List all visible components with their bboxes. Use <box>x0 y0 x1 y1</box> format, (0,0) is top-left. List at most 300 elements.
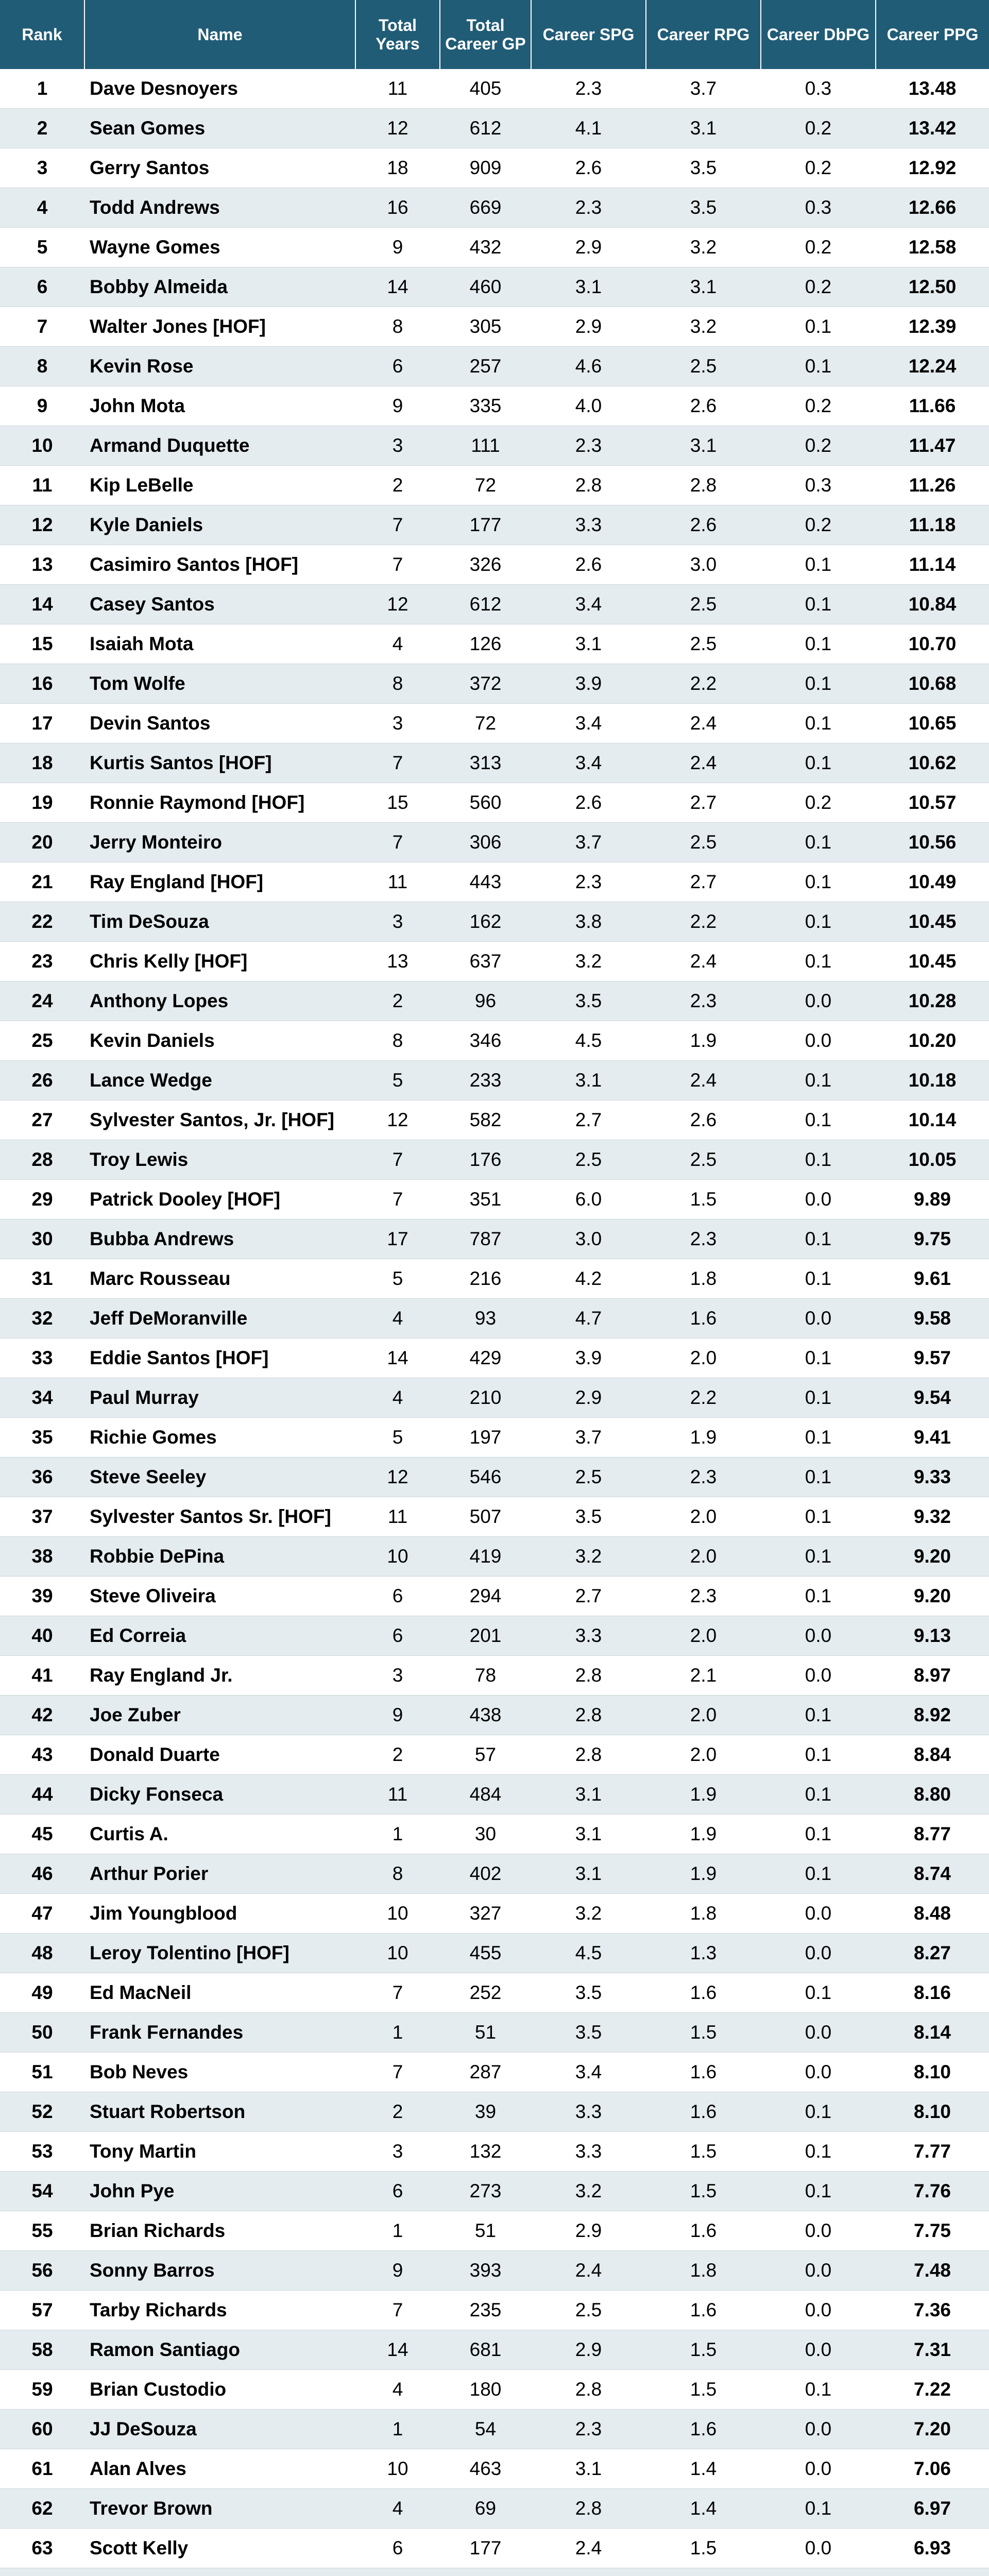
dbpg-cell: 0.2 <box>761 267 876 307</box>
table-row <box>0 188 989 228</box>
player-name-cell: Casey Santos <box>84 585 355 624</box>
player-name-cell: Bubba Andrews <box>84 1219 355 1259</box>
spg-cell: 3.9 <box>531 664 646 704</box>
rank-cell: 63 <box>0 2529 84 2568</box>
spg-cell: 2.8 <box>531 466 646 505</box>
years-cell: 12 <box>355 109 440 148</box>
rpg-cell: 2.3 <box>646 1219 761 1259</box>
rank-cell: 44 <box>0 1775 84 1815</box>
rpg-cell: 2.4 <box>646 743 761 783</box>
years-cell: 11 <box>355 862 440 902</box>
player-name-cell: Dave Desnoyers <box>84 69 355 109</box>
table-row <box>0 862 989 902</box>
rpg-cell: 2.8 <box>646 466 761 505</box>
rank-cell: 21 <box>0 862 84 902</box>
rank-cell: 49 <box>0 1973 84 2013</box>
years-cell: 7 <box>355 1973 440 2013</box>
ppg-cell: 9.33 <box>876 1458 989 1497</box>
dbpg-cell: 0.1 <box>761 2092 876 2132</box>
player-name-cell: Alan Alves <box>84 2449 355 2489</box>
years-cell: 12 <box>355 1458 440 1497</box>
table-row <box>0 1656 989 1696</box>
dbpg-cell: 0.1 <box>761 1378 876 1418</box>
table-row <box>0 1140 989 1180</box>
ppg-cell: 9.20 <box>876 1577 989 1616</box>
dbpg-cell: 0.0 <box>761 1180 876 1219</box>
rpg-cell: 1.6 <box>646 2410 761 2449</box>
ppg-cell: 11.18 <box>876 505 989 545</box>
dbpg-cell: 0.2 <box>761 228 876 267</box>
rpg-cell: 2.0 <box>646 1735 761 1775</box>
games-played-cell: 201 <box>440 1616 531 1656</box>
player-name-cell: Ed MacNeil <box>84 1973 355 2013</box>
spg-cell: 2.8 <box>531 2370 646 2410</box>
spg-cell: 4.2 <box>531 1259 646 1299</box>
spg-cell: 2.4 <box>531 2251 646 2291</box>
rpg-cell: 2.5 <box>646 823 761 862</box>
table-row <box>0 823 989 862</box>
rpg-cell: 1.6 <box>646 2053 761 2092</box>
rank-cell: 25 <box>0 1021 84 1061</box>
ppg-cell: 6.93 <box>876 2529 989 2568</box>
years-cell: 1 <box>355 2410 440 2449</box>
ppg-cell: 8.10 <box>876 2092 989 2132</box>
rpg-cell: 2.3 <box>646 981 761 1021</box>
table-row <box>0 1180 989 1219</box>
rank-cell: 4 <box>0 188 84 228</box>
rank-cell: 35 <box>0 1418 84 1458</box>
player-name-cell: Curtis A. <box>84 1815 355 1854</box>
rpg-cell: 1.9 <box>646 1854 761 1894</box>
ppg-cell: 8.48 <box>876 1894 989 1934</box>
table-row <box>0 2053 989 2092</box>
table-row <box>0 1973 989 2013</box>
dbpg-cell: 0.1 <box>761 1140 876 1180</box>
ppg-cell: 12.58 <box>876 228 989 267</box>
table-row <box>0 2568 989 2576</box>
games-played-cell: 176 <box>440 1140 531 1180</box>
spg-cell: 3.9 <box>531 1338 646 1378</box>
spg-cell: 4.5 <box>531 1021 646 1061</box>
rpg-cell: 1.8 <box>646 1894 761 1934</box>
table-row <box>0 505 989 545</box>
rpg-cell: 3.1 <box>646 267 761 307</box>
rank-cell: 31 <box>0 1259 84 1299</box>
years-cell: 4 <box>355 1299 440 1338</box>
spg-cell: 3.1 <box>531 1061 646 1100</box>
rank-cell: 54 <box>0 2172 84 2211</box>
ppg-cell: 8.14 <box>876 2013 989 2053</box>
games-played-cell: 54 <box>440 2410 531 2449</box>
spg-cell: 4.7 <box>531 1299 646 1338</box>
games-played-cell: 582 <box>440 1100 531 1140</box>
ppg-cell: 10.45 <box>876 942 989 981</box>
rpg-cell: 1.6 <box>646 2291 761 2330</box>
header-ppg: Career PPG <box>876 0 989 69</box>
years-cell: 4 <box>355 2370 440 2410</box>
dbpg-cell: 0.0 <box>761 1934 876 1973</box>
player-name-cell: Bobby Almeida <box>84 267 355 307</box>
dbpg-cell: 0.1 <box>761 545 876 585</box>
spg-cell: 2.3 <box>531 69 646 109</box>
table-row <box>0 2330 989 2370</box>
rank-cell: 61 <box>0 2449 84 2489</box>
rank-cell: 1 <box>0 69 84 109</box>
ppg-cell: 10.18 <box>876 1061 989 1100</box>
rank-cell: 51 <box>0 2053 84 2092</box>
rpg-cell: 2.5 <box>646 585 761 624</box>
table-row <box>0 942 989 981</box>
games-played-cell: 273 <box>440 2172 531 2211</box>
rank-cell: 62 <box>0 2489 84 2529</box>
games-played-cell: 335 <box>440 386 531 426</box>
ppg-cell: 10.56 <box>876 823 989 862</box>
table-row <box>0 1696 989 1735</box>
spg-cell: 2.5 <box>531 2291 646 2330</box>
dbpg-cell: 0.0 <box>761 2529 876 2568</box>
ppg-cell: 10.45 <box>876 902 989 942</box>
table-row <box>0 1219 989 1259</box>
dbpg-cell: 0.2 <box>761 505 876 545</box>
rank-cell: 15 <box>0 624 84 664</box>
games-played-cell: 78 <box>440 1656 531 1696</box>
years-cell: 10 <box>355 1537 440 1577</box>
rpg-cell: 3.2 <box>646 307 761 347</box>
table-row <box>0 1854 989 1894</box>
years-cell: 10 <box>355 1894 440 1934</box>
games-played-cell: 405 <box>440 69 531 109</box>
spg-cell: 3.5 <box>531 1973 646 2013</box>
years-cell: 1 <box>355 1815 440 1854</box>
rpg-cell: 2.7 <box>646 783 761 823</box>
table-row <box>0 545 989 585</box>
rank-cell: 39 <box>0 1577 84 1616</box>
years-cell: 18 <box>355 148 440 188</box>
table-row <box>0 1616 989 1656</box>
dbpg-cell: 0.0 <box>761 2053 876 2092</box>
rank-cell: 56 <box>0 2251 84 2291</box>
player-name-cell: Sonny Barros <box>84 2251 355 2291</box>
rpg-cell: 1.4 <box>646 2489 761 2529</box>
table-row <box>0 2251 989 2291</box>
rank-cell: 53 <box>0 2132 84 2172</box>
ppg-cell: 10.65 <box>876 704 989 743</box>
spg-cell: 3.4 <box>531 704 646 743</box>
ppg-cell: 12.66 <box>876 188 989 228</box>
player-name-cell: Ray England [HOF] <box>84 862 355 902</box>
rpg-cell: 2.0 <box>646 1696 761 1735</box>
dbpg-cell: 0.1 <box>761 1259 876 1299</box>
rank-cell: 3 <box>0 148 84 188</box>
rank-cell: 52 <box>0 2092 84 2132</box>
years-cell: 14 <box>355 2330 440 2370</box>
games-played-cell: 305 <box>440 307 531 347</box>
dbpg-cell: 0.0 <box>761 1616 876 1656</box>
rank-cell: 9 <box>0 386 84 426</box>
spg-cell: 3.2 <box>531 1537 646 1577</box>
rpg-cell: 2.1 <box>646 1656 761 1696</box>
dbpg-cell: 0.1 <box>761 1219 876 1259</box>
dbpg-cell: 0.1 <box>761 1458 876 1497</box>
ppg-cell: 6.97 <box>876 2489 989 2529</box>
rank-cell: 20 <box>0 823 84 862</box>
header-dbpg: Career DbPG <box>761 0 876 69</box>
rank-cell: 47 <box>0 1894 84 1934</box>
years-cell: 15 <box>355 783 440 823</box>
years-cell: 7 <box>355 743 440 783</box>
rpg-cell: 2.3 <box>646 1458 761 1497</box>
games-played-cell <box>440 2568 531 2576</box>
years-cell: 6 <box>355 2172 440 2211</box>
years-cell: 9 <box>355 1696 440 1735</box>
player-name-cell: Bob Neves <box>84 2053 355 2092</box>
player-name-cell: Richie Gomes <box>84 1418 355 1458</box>
rank-cell: 43 <box>0 1735 84 1775</box>
rpg-cell: 2.6 <box>646 1100 761 1140</box>
spg-cell: 4.1 <box>531 109 646 148</box>
player-name-cell: Sylvester Santos, Jr. [HOF] <box>84 1100 355 1140</box>
spg-cell: 6.0 <box>531 1180 646 1219</box>
header-rpg: Career RPG <box>646 0 761 69</box>
years-cell: 2 <box>355 466 440 505</box>
rpg-cell: 3.1 <box>646 109 761 148</box>
games-played-cell: 443 <box>440 862 531 902</box>
games-played-cell: 326 <box>440 545 531 585</box>
table-row <box>0 347 989 386</box>
games-played-cell: 51 <box>440 2013 531 2053</box>
ppg-cell: 7.31 <box>876 2330 989 2370</box>
rpg-cell: 3.5 <box>646 188 761 228</box>
table-row <box>0 1894 989 1934</box>
ppg-cell: 10.05 <box>876 1140 989 1180</box>
rpg-cell: 1.3 <box>646 1934 761 1973</box>
games-played-cell: 126 <box>440 624 531 664</box>
player-name-cell: Wayne Gomes <box>84 228 355 267</box>
table-row <box>0 2172 989 2211</box>
player-name-cell: Ray England Jr. <box>84 1656 355 1696</box>
games-played-cell: 372 <box>440 664 531 704</box>
ppg-cell: 9.75 <box>876 1219 989 1259</box>
dbpg-cell: 0.1 <box>761 2132 876 2172</box>
table-row <box>0 743 989 783</box>
table-row <box>0 624 989 664</box>
games-played-cell: 463 <box>440 2449 531 2489</box>
table-row <box>0 69 989 109</box>
spg-cell: 4.5 <box>531 1934 646 1973</box>
spg-cell: 2.8 <box>531 1696 646 1735</box>
years-cell: 6 <box>355 2529 440 2568</box>
rpg-cell: 1.9 <box>646 1815 761 1854</box>
rpg-cell: 2.2 <box>646 902 761 942</box>
spg-cell: 2.3 <box>531 188 646 228</box>
ppg-cell: 7.76 <box>876 2172 989 2211</box>
player-name-cell: Gerry Santos <box>84 148 355 188</box>
player-name-cell: Arthur Porier <box>84 1854 355 1894</box>
ppg-cell: 11.26 <box>876 466 989 505</box>
rank-cell: 46 <box>0 1854 84 1894</box>
rpg-cell: 1.5 <box>646 1180 761 1219</box>
rpg-cell: 3.7 <box>646 69 761 109</box>
rpg-cell: 1.8 <box>646 1259 761 1299</box>
years-cell: 12 <box>355 1100 440 1140</box>
rpg-cell: 1.5 <box>646 2172 761 2211</box>
player-name-cell: Kurtis Santos [HOF] <box>84 743 355 783</box>
dbpg-cell: 0.0 <box>761 2330 876 2370</box>
years-cell: 9 <box>355 386 440 426</box>
rpg-cell: 1.5 <box>646 2132 761 2172</box>
table-row <box>0 2370 989 2410</box>
player-name-cell: Leroy Tolentino [HOF] <box>84 1934 355 1973</box>
games-played-cell: 484 <box>440 1775 531 1815</box>
years-cell: 8 <box>355 1021 440 1061</box>
dbpg-cell: 0.1 <box>761 664 876 704</box>
years-cell: 6 <box>355 347 440 386</box>
spg-cell: 3.2 <box>531 942 646 981</box>
table-row <box>0 1378 989 1418</box>
table-row <box>0 1775 989 1815</box>
games-played-cell: 180 <box>440 2370 531 2410</box>
dbpg-cell: 0.1 <box>761 2172 876 2211</box>
games-played-cell: 393 <box>440 2251 531 2291</box>
ppg-cell: 7.22 <box>876 2370 989 2410</box>
table-row <box>0 1497 989 1537</box>
spg-cell: 3.1 <box>531 624 646 664</box>
header-gp: Total Career GP <box>440 0 531 69</box>
dbpg-cell: 0.0 <box>761 2291 876 2330</box>
table-row <box>0 386 989 426</box>
dbpg-cell: 0.2 <box>761 783 876 823</box>
spg-cell: 2.5 <box>531 1140 646 1180</box>
games-played-cell: 294 <box>440 1577 531 1616</box>
ppg-cell: 9.32 <box>876 1497 989 1537</box>
dbpg-cell: 0.1 <box>761 1696 876 1735</box>
spg-cell: 3.1 <box>531 1854 646 1894</box>
spg-cell: 2.9 <box>531 307 646 347</box>
spg-cell: 2.3 <box>531 426 646 466</box>
rank-cell: 8 <box>0 347 84 386</box>
dbpg-cell: 0.0 <box>761 1021 876 1061</box>
games-played-cell: 287 <box>440 2053 531 2092</box>
dbpg-cell: 0.0 <box>761 2449 876 2489</box>
rank-cell: 50 <box>0 2013 84 2053</box>
player-name-cell: Trevor Brown <box>84 2489 355 2529</box>
table-row <box>0 2132 989 2172</box>
table-row <box>0 2449 989 2489</box>
rank-cell: 26 <box>0 1061 84 1100</box>
dbpg-cell: 0.0 <box>761 2013 876 2053</box>
rpg-cell: 3.2 <box>646 228 761 267</box>
games-played-cell: 327 <box>440 1894 531 1934</box>
spg-cell: 2.4 <box>531 2529 646 2568</box>
rpg-cell: 2.6 <box>646 505 761 545</box>
ppg-cell: 11.66 <box>876 386 989 426</box>
games-played-cell: 346 <box>440 1021 531 1061</box>
table-row <box>0 1458 989 1497</box>
years-cell: 14 <box>355 267 440 307</box>
dbpg-cell: 0.0 <box>761 2251 876 2291</box>
years-cell: 3 <box>355 426 440 466</box>
years-cell: 11 <box>355 69 440 109</box>
spg-cell: 4.0 <box>531 386 646 426</box>
ppg-cell: 10.70 <box>876 624 989 664</box>
table-row <box>0 109 989 148</box>
ppg-cell: 8.92 <box>876 1696 989 1735</box>
spg-cell: 2.8 <box>531 2489 646 2529</box>
player-name-cell: Tony Martin <box>84 2132 355 2172</box>
ppg-cell: 9.61 <box>876 1259 989 1299</box>
years-cell: 3 <box>355 1656 440 1696</box>
games-played-cell: 235 <box>440 2291 531 2330</box>
games-played-cell: 306 <box>440 823 531 862</box>
spg-cell: 2.3 <box>531 862 646 902</box>
ppg-cell: 7.06 <box>876 2449 989 2489</box>
rpg-cell: 2.5 <box>646 1140 761 1180</box>
rpg-cell: 2.3 <box>646 1577 761 1616</box>
table-row <box>0 664 989 704</box>
years-cell: 1 <box>355 2211 440 2251</box>
ppg-cell: 10.28 <box>876 981 989 1021</box>
table-row <box>0 148 989 188</box>
ppg-cell: 7.75 <box>876 2211 989 2251</box>
spg-cell: 2.6 <box>531 545 646 585</box>
table-row <box>0 1338 989 1378</box>
player-name-cell: Armand Duquette <box>84 426 355 466</box>
rank-cell: 28 <box>0 1140 84 1180</box>
player-name-cell: Isaiah Mota <box>84 624 355 664</box>
years-cell <box>355 2568 440 2576</box>
dbpg-cell: 0.1 <box>761 1537 876 1577</box>
rank-cell: 24 <box>0 981 84 1021</box>
ppg-cell: 8.27 <box>876 1934 989 1973</box>
rank-cell: 7 <box>0 307 84 347</box>
rpg-cell: 1.6 <box>646 2211 761 2251</box>
ppg-cell: 10.14 <box>876 1100 989 1140</box>
games-played-cell: 507 <box>440 1497 531 1537</box>
player-name-cell: Ed Correia <box>84 1616 355 1656</box>
games-played-cell: 162 <box>440 902 531 942</box>
games-played-cell: 546 <box>440 1458 531 1497</box>
table-row <box>0 585 989 624</box>
player-name-cell: Frank Fernandes <box>84 2013 355 2053</box>
years-cell: 17 <box>355 1219 440 1259</box>
spg-cell: 2.9 <box>531 2330 646 2370</box>
player-name-cell: Jerry Monteiro <box>84 823 355 862</box>
spg-cell: 2.9 <box>531 1378 646 1418</box>
rpg-cell: 1.9 <box>646 1021 761 1061</box>
rank-cell: 45 <box>0 1815 84 1854</box>
years-cell: 10 <box>355 2449 440 2489</box>
dbpg-cell: 0.3 <box>761 466 876 505</box>
rpg-cell: 2.0 <box>646 1338 761 1378</box>
years-cell: 9 <box>355 2251 440 2291</box>
rpg-cell: 1.9 <box>646 1775 761 1815</box>
ppg-cell: 11.47 <box>876 426 989 466</box>
years-cell: 2 <box>355 2092 440 2132</box>
rank-cell: 22 <box>0 902 84 942</box>
spg-cell: 3.7 <box>531 1418 646 1458</box>
spg-cell: 3.7 <box>531 823 646 862</box>
table-row <box>0 2529 989 2568</box>
games-played-cell: 455 <box>440 1934 531 1973</box>
games-played-cell: 177 <box>440 505 531 545</box>
player-name-cell: Eddie Santos [HOF] <box>84 1338 355 1378</box>
rpg-cell: 1.5 <box>646 2013 761 2053</box>
dbpg-cell: 0.1 <box>761 1418 876 1458</box>
ppg-cell: 8.16 <box>876 1973 989 2013</box>
player-name-cell: Ramon Santiago <box>84 2330 355 2370</box>
table-row <box>0 426 989 466</box>
spg-cell: 3.1 <box>531 1775 646 1815</box>
